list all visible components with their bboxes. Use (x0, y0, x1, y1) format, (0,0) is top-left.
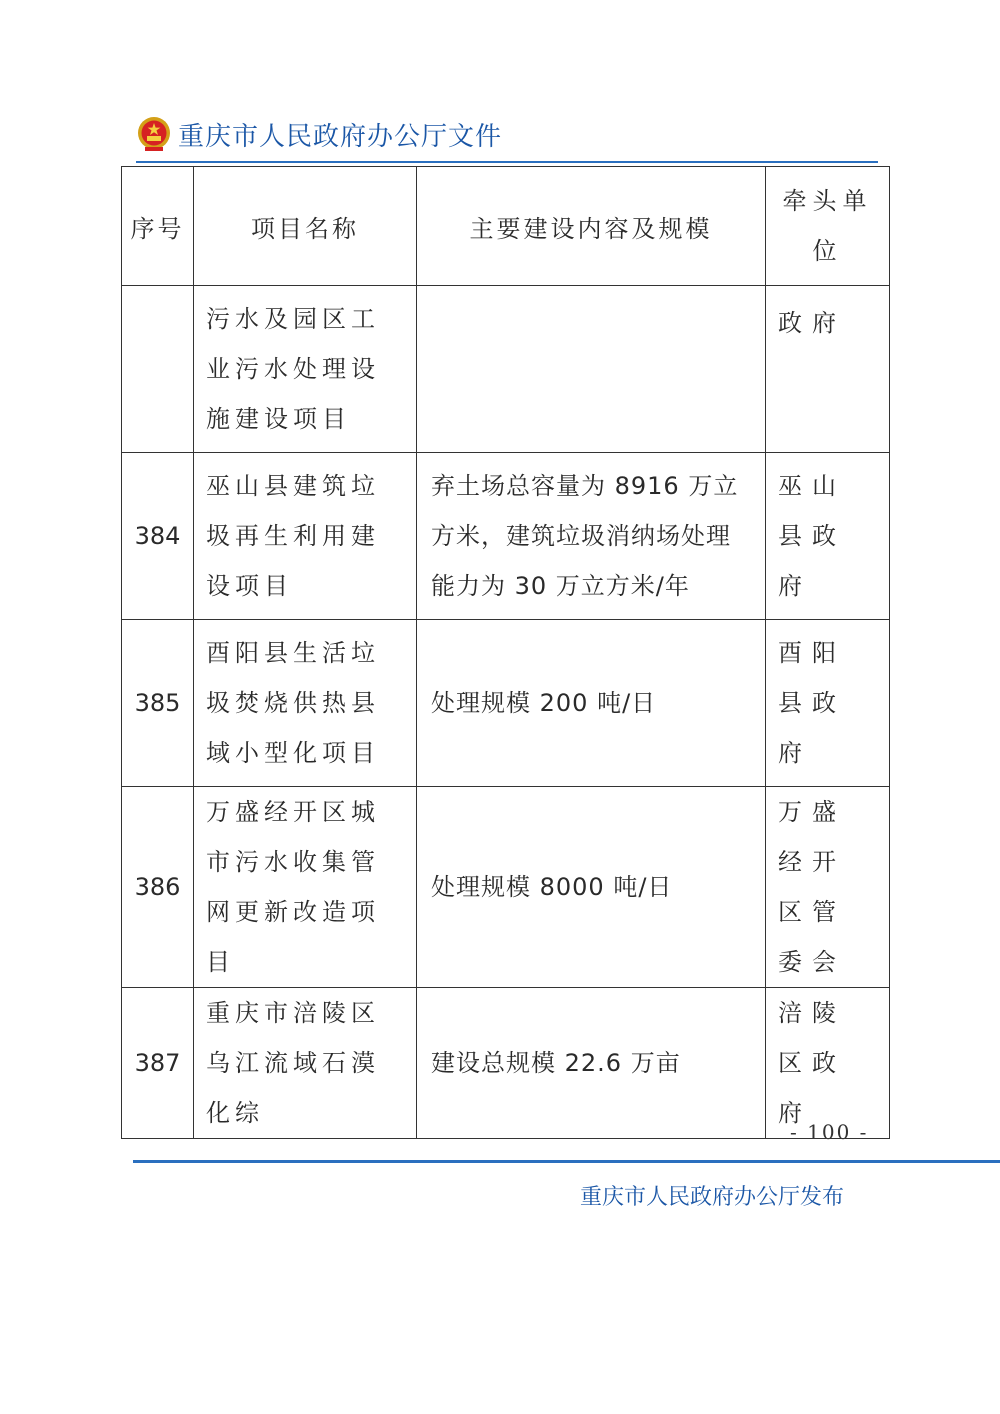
page-number: - 100 - (790, 1120, 869, 1144)
table-row (122, 620, 890, 787)
header-project-name: 项目名称 (194, 167, 417, 286)
cell-content: 弃土场总容量为 8916 万立方米，建筑垃圾消纳场处理能力为 30 万立方米/年 (417, 453, 766, 620)
cell-serial: 386 (122, 787, 194, 988)
cell-project-name: 巫山县建筑垃圾再生利用建设项目 (194, 453, 417, 620)
cell-lead-unit: 政府 (766, 286, 890, 453)
header-lead-unit: 牵头单位 (766, 167, 890, 286)
cell-content: 处理规模 8000 吨/日 (417, 787, 766, 988)
table-row (122, 286, 890, 453)
cell-lead-unit: 巫山县政府 (766, 453, 890, 620)
table-row (122, 453, 890, 620)
footer-divider (133, 1160, 1000, 1163)
cell-content (417, 286, 766, 453)
cell-project-name: 重庆市涪陵区乌江流域石漠化综 (194, 988, 417, 1139)
cell-serial: 385 (122, 620, 194, 787)
header-divider (136, 161, 878, 163)
cell-project-name: 万盛经开区城市污水收集管网更新改造项目 (194, 787, 417, 988)
project-table (121, 166, 890, 1139)
table-row (122, 787, 890, 988)
document-header (136, 112, 502, 156)
cell-project-name: 酉阳县生活垃圾焚烧供热县域小型化项目 (194, 620, 417, 787)
cell-content: 建设总规模 22.6 万亩 (417, 988, 766, 1139)
table-header-row (122, 167, 890, 286)
cell-lead-unit: 万盛经开区管委会 (766, 787, 890, 988)
cell-serial: 387 (122, 988, 194, 1139)
header-title: 重庆市人民政府办公厅文件 (178, 121, 503, 152)
national-emblem-icon (136, 114, 172, 154)
header-serial: 序号 (122, 167, 194, 286)
cell-serial: 384 (122, 453, 194, 620)
table-row (122, 988, 890, 1139)
cell-lead-unit: 酉阳县政府 (766, 620, 890, 787)
cell-content: 处理规模 200 吨/日 (417, 620, 766, 787)
header-content: 主要建设内容及规模 (417, 167, 766, 286)
cell-serial (122, 286, 194, 453)
cell-project-name: 污水及园区工业污水处理设施建设项目 (194, 286, 417, 453)
footer-publisher: 重庆市人民政府办公厅发布 (580, 1185, 845, 1210)
cell-lead-unit: 涪陵区政府 (766, 988, 890, 1139)
